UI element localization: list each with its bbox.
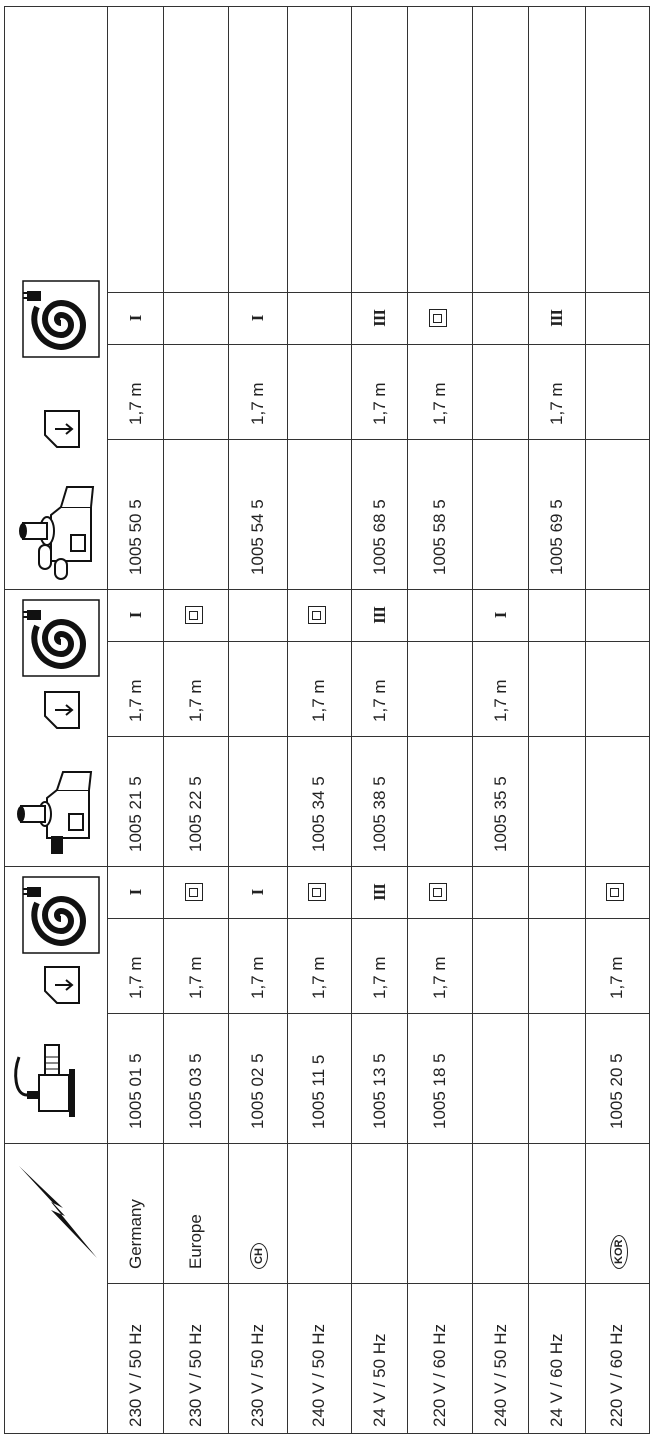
table-row [472, 6, 528, 1433]
voltage-cell: 240 V / 50 Hz [287, 1284, 351, 1434]
region-label: Europe [186, 1214, 206, 1269]
g1-part-number: 1005 01 5 [108, 1014, 164, 1144]
pump-sprayer-icon [11, 1035, 101, 1135]
g3-part-number [472, 439, 528, 589]
g3-part-number [287, 439, 351, 589]
double-insulation-icon [308, 884, 326, 902]
g1-part-number [529, 1014, 585, 1144]
g1-part-number: 1005 13 5 [352, 1014, 408, 1144]
table-row [352, 6, 408, 1433]
double-insulation-icon [185, 606, 203, 624]
voltage-cell: 230 V / 50 Hz [108, 1284, 164, 1434]
g1-cable-length: 1,7 m [108, 919, 164, 1014]
blank-cell [108, 6, 164, 292]
g3-protection-class [472, 292, 528, 344]
g3-protection-class [585, 292, 649, 344]
g1-cable-length [529, 919, 585, 1014]
g2-part-number: 1005 21 5 [108, 736, 164, 866]
house-arrow-icon [37, 680, 87, 740]
g2-cable-length [529, 641, 585, 736]
country-badge: CH [250, 1243, 268, 1269]
g2-cable-length: 1,7 m [164, 641, 228, 736]
blank-cell [585, 6, 649, 292]
g1-cable-length [472, 919, 528, 1014]
protection-class-label: III [369, 607, 389, 624]
g2-part-number [585, 736, 649, 866]
region-label: Germany [125, 1199, 145, 1269]
region-cell [352, 1144, 408, 1284]
house-arrow-icon [37, 955, 87, 1015]
blank-cell [472, 6, 528, 292]
g1-protection-class [287, 866, 351, 918]
table-row [108, 6, 164, 1433]
g2-part-number: 1005 35 5 [472, 736, 528, 866]
g2-cable-length: 1,7 m [287, 641, 351, 736]
protection-class-label: I [247, 315, 267, 322]
g2-protection-class [472, 589, 528, 641]
g1-protection-class [585, 866, 649, 918]
g1-part-number: 1005 02 5 [228, 1014, 287, 1144]
cable-reel-plug-icon [21, 598, 101, 678]
g3-part-number: 1005 54 5 [228, 439, 287, 589]
g1-cable-length: 1,7 m [287, 919, 351, 1014]
double-insulation-icon [185, 884, 203, 902]
g3-protection-class [529, 292, 585, 344]
blank-cell [408, 6, 472, 292]
model-table [4, 6, 650, 1434]
g1-protection-class [108, 866, 164, 918]
g1-protection-class [164, 866, 228, 918]
steam-unit-icon [11, 760, 101, 860]
g2-protection-class [585, 589, 649, 641]
region-cell [529, 1144, 585, 1284]
double-insulation-icon [429, 884, 447, 902]
g1-part-number: 1005 18 5 [408, 1014, 472, 1144]
header-row [5, 6, 108, 1433]
g3-cable-length [472, 344, 528, 439]
cable-reel-plug-icon [21, 875, 101, 955]
table-row [164, 6, 228, 1433]
voltage-cell: 24 V / 60 Hz [529, 1284, 585, 1434]
blank-cell [287, 6, 351, 292]
protection-class-label: I [125, 612, 145, 619]
g2-protection-class [352, 589, 408, 641]
g2-cable-length: 1,7 m [472, 641, 528, 736]
g2-protection-class [228, 589, 287, 641]
g2-cable-length [408, 641, 472, 736]
house-arrow-icon [37, 399, 87, 459]
blank-cell [164, 6, 228, 292]
table-body [5, 6, 650, 1433]
voltage-cell: 230 V / 50 Hz [228, 1284, 287, 1434]
voltage-cell: 240 V / 50 Hz [472, 1284, 528, 1434]
g2-cable-length: 1,7 m [352, 641, 408, 736]
g2-part-number [529, 736, 585, 866]
voltage-cell: 220 V / 60 Hz [585, 1284, 649, 1434]
g3-cable-length: 1,7 m [529, 344, 585, 439]
table-row [287, 6, 351, 1433]
g2-cable-length [228, 641, 287, 736]
g1-part-number: 1005 03 5 [164, 1014, 228, 1144]
table-row [408, 6, 472, 1433]
header-group2 [5, 589, 108, 866]
g2-part-number: 1005 38 5 [352, 736, 408, 866]
g3-part-number: 1005 50 5 [108, 439, 164, 589]
protection-class-label: III [369, 310, 389, 327]
g1-part-number: 1005 11 5 [287, 1014, 351, 1144]
header-power-cell [5, 1144, 108, 1434]
double-insulation-icon [429, 309, 447, 327]
g1-cable-length: 1,7 m [164, 919, 228, 1014]
protection-class-label: I [490, 612, 510, 619]
double-insulation-icon [308, 606, 326, 624]
g3-cable-length [164, 344, 228, 439]
g3-cable-length: 1,7 m [352, 344, 408, 439]
g2-cable-length: 1,7 m [108, 641, 164, 736]
g3-cable-length [287, 344, 351, 439]
g2-cable-length [585, 641, 649, 736]
table-row [529, 6, 585, 1433]
g1-protection-class [352, 866, 408, 918]
voltage-cell: 24 V / 50 Hz [352, 1284, 408, 1434]
region-cell [408, 1144, 472, 1284]
blank-cell [352, 6, 408, 292]
g1-protection-class [408, 866, 472, 918]
protection-class-label: III [546, 310, 566, 327]
g3-protection-class [164, 292, 228, 344]
g1-cable-length: 1,7 m [228, 919, 287, 1014]
g3-protection-class [228, 292, 287, 344]
g3-cable-length: 1,7 m [108, 344, 164, 439]
g1-cable-length: 1,7 m [408, 919, 472, 1014]
region-cell [472, 1144, 528, 1284]
protection-class-label: I [247, 889, 267, 896]
header-group1 [5, 866, 108, 1143]
region-cell [164, 1144, 228, 1284]
protection-class-label: III [369, 884, 389, 901]
g2-part-number [228, 736, 287, 866]
g3-protection-class [352, 292, 408, 344]
protection-class-label: I [125, 315, 145, 322]
g3-cable-length: 1,7 m [228, 344, 287, 439]
blank-cell [529, 6, 585, 292]
g1-protection-class [472, 866, 528, 918]
g3-part-number [585, 439, 649, 589]
voltage-cell: 220 V / 60 Hz [408, 1284, 472, 1434]
g3-part-number: 1005 68 5 [352, 439, 408, 589]
double-steam-unit-icon [11, 473, 101, 583]
g2-part-number [408, 736, 472, 866]
g3-part-number: 1005 69 5 [529, 439, 585, 589]
g1-protection-class [228, 866, 287, 918]
double-insulation-icon [606, 884, 624, 902]
g3-part-number [164, 439, 228, 589]
g3-protection-class [408, 292, 472, 344]
g2-protection-class [529, 589, 585, 641]
g1-protection-class [529, 866, 585, 918]
g2-protection-class [164, 589, 228, 641]
region-cell [228, 1144, 287, 1284]
g3-cable-length: 1,7 m [408, 344, 472, 439]
g1-part-number [472, 1014, 528, 1144]
g2-part-number: 1005 34 5 [287, 736, 351, 866]
table-row [585, 6, 649, 1433]
g1-cable-length: 1,7 m [352, 919, 408, 1014]
voltage-cell: 230 V / 50 Hz [164, 1284, 228, 1434]
table-row [228, 6, 287, 1433]
lightning-bolt-icon [11, 1156, 101, 1266]
g2-protection-class [408, 589, 472, 641]
g1-part-number: 1005 20 5 [585, 1014, 649, 1144]
g3-protection-class [108, 292, 164, 344]
region-cell [108, 1144, 164, 1284]
country-badge: KOR [610, 1235, 628, 1269]
header-group3 [5, 6, 108, 589]
g1-cable-length: 1,7 m [585, 919, 649, 1014]
protection-class-label: I [125, 889, 145, 896]
blank-cell [228, 6, 287, 292]
region-cell [585, 1144, 649, 1284]
g2-protection-class [108, 589, 164, 641]
g3-protection-class [287, 292, 351, 344]
g3-cable-length [585, 344, 649, 439]
region-cell [287, 1144, 351, 1284]
cable-reel-plug-icon [21, 279, 101, 359]
g2-protection-class [287, 589, 351, 641]
g3-part-number: 1005 58 5 [408, 439, 472, 589]
g2-part-number: 1005 22 5 [164, 736, 228, 866]
